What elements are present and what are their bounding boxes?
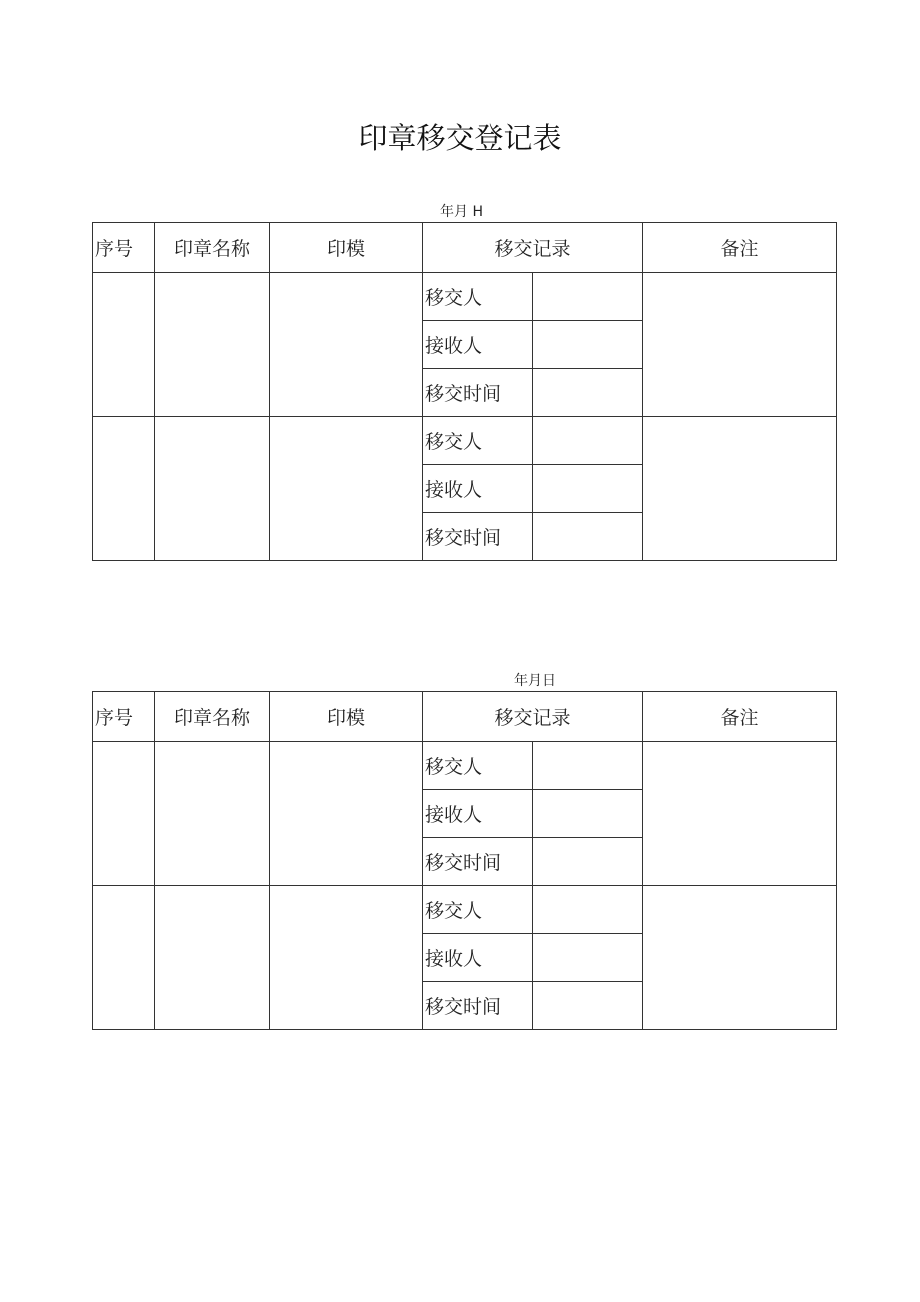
seal-impression-cell[interactable] xyxy=(270,886,423,1030)
seal-name-cell[interactable] xyxy=(155,742,270,886)
header-seal-name: 印章名称 xyxy=(155,223,270,273)
handover-person-label: 移交人 xyxy=(423,273,533,321)
date-label: 年月日 xyxy=(514,673,556,689)
receiver-label: 接收人 xyxy=(423,465,533,513)
header-transfer-record: 移交记录 xyxy=(423,223,643,273)
transfer-time-value[interactable] xyxy=(533,982,643,1030)
receiver-label: 接收人 xyxy=(423,321,533,369)
header-row xyxy=(93,692,837,742)
header-transfer-record: 移交记录 xyxy=(423,692,643,742)
handover-person-value[interactable] xyxy=(533,886,643,934)
serial-cell[interactable] xyxy=(93,417,155,561)
header-seal-name: 印章名称 xyxy=(155,692,270,742)
transfer-time-value[interactable] xyxy=(533,513,643,561)
remarks-cell[interactable] xyxy=(643,273,837,417)
seal-name-cell[interactable] xyxy=(155,273,270,417)
header-remarks: 备注 xyxy=(643,692,837,742)
transfer-time-label: 移交时间 xyxy=(423,982,533,1030)
header-seal-impression: 印模 xyxy=(270,223,423,273)
remarks-cell[interactable] xyxy=(643,417,837,561)
seal-impression-cell[interactable] xyxy=(270,273,423,417)
table-row xyxy=(93,417,837,465)
handover-person-label: 移交人 xyxy=(423,886,533,934)
transfer-time-label: 移交时间 xyxy=(423,513,533,561)
transfer-time-value[interactable] xyxy=(533,838,643,886)
handover-person-label: 移交人 xyxy=(423,417,533,465)
page-title: 印章移交登记表 xyxy=(358,121,562,155)
seal-transfer-table xyxy=(92,222,837,561)
receiver-value[interactable] xyxy=(533,465,643,513)
table-row xyxy=(93,273,837,321)
handover-person-label: 移交人 xyxy=(423,742,533,790)
handover-person-value[interactable] xyxy=(533,742,643,790)
serial-cell[interactable] xyxy=(93,273,155,417)
transfer-time-value[interactable] xyxy=(533,369,643,417)
header-seal-impression: 印模 xyxy=(270,692,423,742)
handover-person-value[interactable] xyxy=(533,273,643,321)
remarks-cell[interactable] xyxy=(643,886,837,1030)
seal-name-cell[interactable] xyxy=(155,417,270,561)
header-row xyxy=(93,223,837,273)
serial-cell[interactable] xyxy=(93,886,155,1030)
receiver-label: 接收人 xyxy=(423,934,533,982)
header-remarks: 备注 xyxy=(643,223,837,273)
receiver-value[interactable] xyxy=(533,321,643,369)
handover-person-value[interactable] xyxy=(533,417,643,465)
header-serial: 序号 xyxy=(93,223,155,273)
header-serial: 序号 xyxy=(93,692,155,742)
table-row xyxy=(93,886,837,934)
seal-transfer-table xyxy=(92,691,837,1030)
serial-cell[interactable] xyxy=(93,742,155,886)
date-label: 年月 H xyxy=(440,204,483,220)
receiver-value[interactable] xyxy=(533,934,643,982)
receiver-label: 接收人 xyxy=(423,790,533,838)
receiver-value[interactable] xyxy=(533,790,643,838)
seal-name-cell[interactable] xyxy=(155,886,270,1030)
table-row xyxy=(93,742,837,790)
seal-impression-cell[interactable] xyxy=(270,742,423,886)
transfer-time-label: 移交时间 xyxy=(423,369,533,417)
transfer-time-label: 移交时间 xyxy=(423,838,533,886)
seal-impression-cell[interactable] xyxy=(270,417,423,561)
remarks-cell[interactable] xyxy=(643,742,837,886)
